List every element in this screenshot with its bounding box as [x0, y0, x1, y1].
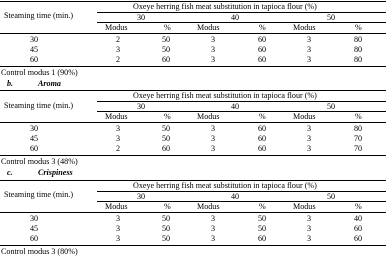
cell: 3 — [307, 224, 312, 233]
subcol-percent-3: % — [355, 23, 362, 32]
section-label: c. — [7, 168, 13, 177]
cell: 2 — [116, 144, 121, 153]
cell: 3 — [211, 234, 216, 243]
row-header: Steaming time (min.) — [4, 190, 74, 199]
cell: 3 — [116, 45, 121, 54]
cell: 50 — [162, 214, 171, 223]
cell: 60 — [258, 55, 267, 64]
group-label-40: 40 — [231, 13, 240, 22]
cell: 80 — [354, 55, 363, 64]
row-time: 60 — [30, 144, 39, 153]
cell: 3 — [211, 224, 216, 233]
cell: 3 — [307, 124, 312, 133]
subcol-percent-3: % — [355, 112, 362, 121]
table-bottom-rule — [0, 155, 386, 156]
subcol-percent-1: % — [164, 23, 171, 32]
cell: 3 — [211, 144, 216, 153]
cell: 3 — [116, 234, 121, 243]
cell: 60 — [258, 144, 267, 153]
row-time: 45 — [30, 45, 39, 54]
cell: 3 — [116, 124, 121, 133]
cell: 50 — [258, 214, 267, 223]
row-time: 45 — [30, 134, 39, 143]
cell: 70 — [354, 144, 363, 153]
cell: 3 — [116, 224, 121, 233]
row-header: Steaming time (min.) — [4, 101, 74, 110]
cell: 80 — [354, 124, 363, 133]
subcol-percent-1: % — [164, 112, 171, 121]
subcol-modus-3: Modus — [293, 112, 316, 121]
cell: 3 — [211, 55, 216, 64]
subcol-modus-2: Modus — [197, 202, 220, 211]
cell: 60 — [258, 134, 267, 143]
cell: 50 — [162, 234, 171, 243]
subcol-percent-2: % — [259, 112, 266, 121]
subcol-modus-3: Modus — [293, 202, 316, 211]
cell: 3 — [211, 35, 216, 44]
cell: 2 — [116, 55, 121, 64]
cell: 60 — [162, 144, 171, 153]
subcol-percent-1: % — [164, 202, 171, 211]
cell: 50 — [258, 224, 267, 233]
header-bottom-rule — [0, 122, 386, 123]
section-title: Crispiness — [38, 168, 73, 177]
cell: 60 — [258, 234, 267, 243]
cell: 70 — [354, 134, 363, 143]
cell: 3 — [211, 214, 216, 223]
row-header: Steaming time (min.) — [4, 11, 74, 20]
row-time: 45 — [30, 224, 39, 233]
cell: 3 — [307, 234, 312, 243]
group-label-50: 50 — [327, 102, 336, 111]
cell: 80 — [354, 45, 363, 54]
cell: 3 — [211, 134, 216, 143]
subcol-modus-1: Modus — [105, 112, 128, 121]
row-time: 30 — [30, 35, 39, 44]
cell: 60 — [162, 55, 171, 64]
cell: 50 — [162, 124, 171, 133]
table-bottom-rule — [0, 66, 386, 67]
group-label-30: 30 — [137, 102, 146, 111]
control-note: Control modus 1 (90%) — [1, 68, 78, 77]
row-time: 60 — [30, 55, 39, 64]
cell: 3 — [307, 134, 312, 143]
subcol-modus-1: Modus — [105, 202, 128, 211]
cell: 3 — [211, 45, 216, 54]
subcol-percent-2: % — [259, 202, 266, 211]
group-label-30: 30 — [137, 13, 146, 22]
header-bottom-rule — [0, 33, 386, 34]
group-label-40: 40 — [231, 102, 240, 111]
group-label-50: 50 — [327, 192, 336, 201]
row-time: 30 — [30, 214, 39, 223]
cell: 40 — [354, 214, 363, 223]
group-rule — [97, 201, 386, 202]
row-time: 60 — [30, 234, 39, 243]
cell: 2 — [116, 35, 121, 44]
cell: 50 — [162, 35, 171, 44]
cell: 60 — [258, 45, 267, 54]
cell: 50 — [162, 134, 171, 143]
cell: 80 — [354, 35, 363, 44]
subcol-percent-3: % — [355, 202, 362, 211]
group-label-30: 30 — [137, 192, 146, 201]
table-bottom-rule — [0, 245, 386, 246]
header-bottom-rule — [0, 212, 386, 213]
group-rule — [97, 22, 386, 23]
row-time: 30 — [30, 124, 39, 133]
cell: 3 — [211, 124, 216, 133]
subcol-percent-2: % — [259, 23, 266, 32]
cell: 3 — [116, 214, 121, 223]
subcol-modus-2: Modus — [197, 23, 220, 32]
group-header: Oxeye herring fish meat substitution in tapioca flour (%) — [133, 181, 317, 190]
group-label-40: 40 — [231, 192, 240, 201]
cell: 3 — [307, 214, 312, 223]
cell: 3 — [307, 55, 312, 64]
cell: 50 — [162, 224, 171, 233]
cell: 50 — [162, 45, 171, 54]
cell: 60 — [258, 35, 267, 44]
cell: 60 — [354, 224, 363, 233]
section-title: Aroma — [38, 79, 61, 88]
section-label: b. — [7, 79, 14, 88]
subcol-modus-1: Modus — [105, 23, 128, 32]
cell: 3 — [307, 45, 312, 54]
subcol-modus-3: Modus — [293, 23, 316, 32]
group-header: Oxeye herring fish meat substitution in tapioca flour (%) — [133, 2, 317, 11]
cell: 3 — [307, 144, 312, 153]
control-note: Control modus 3 (48%) — [1, 157, 78, 166]
cell: 3 — [116, 134, 121, 143]
cell: 3 — [307, 35, 312, 44]
control-note: Control modus 3 (80%) — [1, 247, 78, 256]
cell: 60 — [258, 124, 267, 133]
group-header: Oxeye herring fish meat substitution in tapioca flour (%) — [133, 91, 317, 100]
cell: 60 — [354, 234, 363, 243]
group-label-50: 50 — [327, 13, 336, 22]
subcol-modus-2: Modus — [197, 112, 220, 121]
group-rule — [97, 111, 386, 112]
